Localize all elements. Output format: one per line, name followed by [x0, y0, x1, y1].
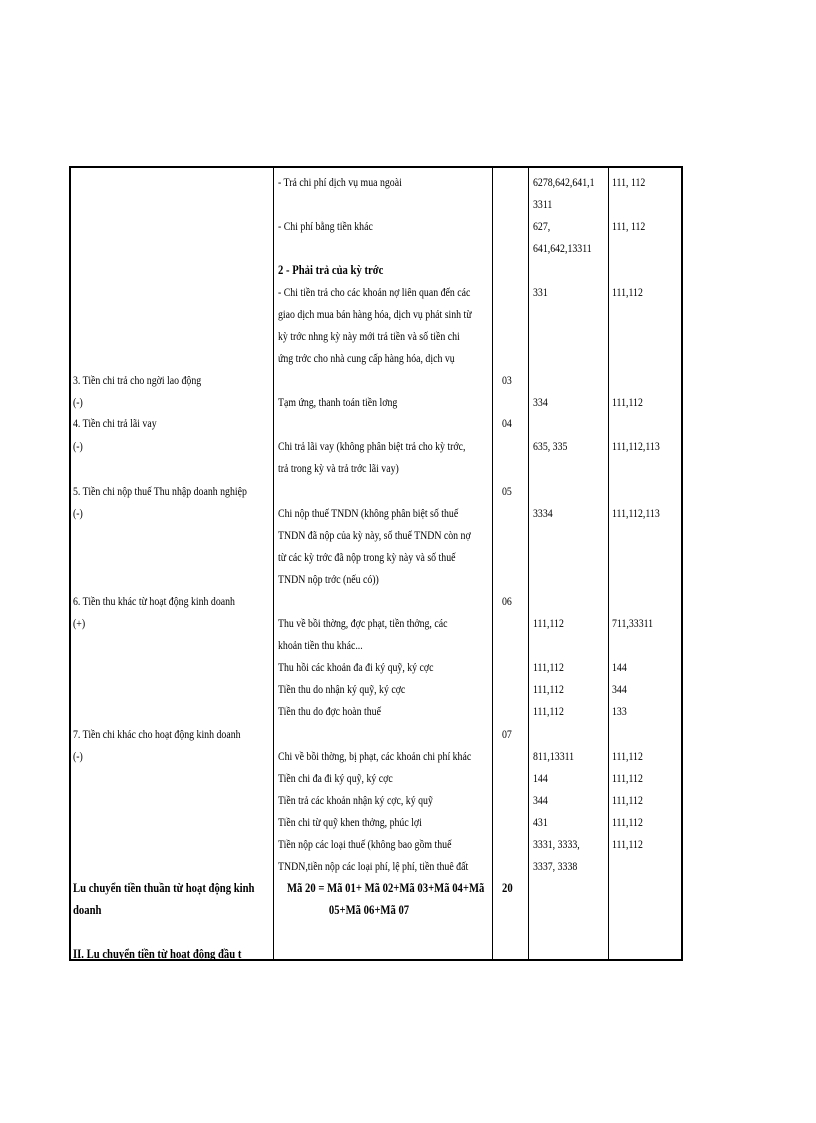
credit-account: 111, 112	[612, 219, 646, 233]
debit-account: 3334	[533, 506, 553, 520]
desc-tax-refund: Tiền thu do đợc hoàn thuế	[278, 704, 381, 718]
code-20-formula-1: Mã 20 = Mã 01+ Mã 02+Mã 03+Mã 04+Mã	[287, 880, 485, 895]
column-divider	[608, 168, 609, 959]
credit-account: 144	[612, 660, 627, 674]
debit-account: 3311	[533, 197, 553, 211]
desc-other-taxes-1: Tiền nộp các loại thuế (không bao gồm thuế	[278, 837, 452, 851]
credit-account: 344	[612, 682, 627, 696]
debit-account: 431	[533, 815, 548, 829]
debit-account: 3331, 3333,	[533, 837, 580, 851]
debit-account: 331	[533, 285, 548, 299]
debit-account: 627,	[533, 219, 551, 233]
credit-account: 111,112	[612, 815, 643, 829]
desc-cit-3: từ các kỳ trớc đã nộp trong kỳ này và số thuế	[278, 550, 456, 564]
desc-other-taxes-2: TNDN,tiền nộp các loại phí, lệ phí, tiền thuê đất	[278, 859, 469, 873]
credit-account: 111, 112	[612, 175, 646, 189]
code-06: 06	[502, 594, 512, 608]
credit-account: 111,112	[612, 749, 643, 763]
item-3-sign: (-)	[73, 395, 83, 409]
desc-deposit-recovery: Thu hồi các khoản đa đi ký quỹ, ký cợc	[278, 660, 434, 674]
credit-account: 111,112	[612, 793, 643, 807]
desc-other-cash-costs: - Chi phí bằng tiền khác	[278, 219, 373, 233]
item-7-sign: (-)	[73, 749, 83, 763]
credit-account: 111,112,113	[612, 506, 660, 520]
item-5-label: 5. Tiền chi nộp thuế Thu nhập doanh nghiệp	[73, 484, 247, 498]
item-4-label: 4. Tiền chi trả lãi vay	[73, 416, 157, 430]
desc-prior-payables-2: giao dịch mua bán hàng hóa, dịch vụ phát sinh từ	[278, 307, 472, 321]
desc-prior-payables-4: ứng trớc cho nhà cung cấp hàng hóa, dịch vụ	[278, 351, 455, 365]
net-cash-flow-label: Lu chuyển tiền thuần từ hoạt động kinh	[73, 880, 255, 895]
desc-cit-1: Chi nộp thuế TNDN (không phân biệt số thuế	[278, 506, 459, 520]
debit-account: 111,112	[533, 616, 564, 630]
credit-account: 111,112	[612, 395, 643, 409]
code-07: 07	[502, 727, 512, 741]
debit-account: 334	[533, 395, 548, 409]
desc-purchased-services: - Trả chi phí dịch vụ mua ngoài	[278, 175, 402, 189]
credit-account: 111,112	[612, 285, 643, 299]
desc-deposit-returned: Tiền trả các khoản nhận ký cợc, ký quỹ	[278, 793, 433, 807]
net-cash-flow-label-cont: doanh	[73, 902, 102, 917]
column-divider	[528, 168, 529, 959]
debit-account: 111,112	[533, 704, 564, 718]
debit-account: 111,112	[533, 660, 564, 674]
desc-interest-2: trả trong kỳ và trả trớc lãi vay)	[278, 461, 399, 475]
desc-compensation: Chi về bồi thờng, bị phạt, các khoản chi phí khác	[278, 749, 472, 763]
debit-account: 6278,642,641,1	[533, 175, 595, 189]
credit-account: 111,112,113	[612, 439, 660, 453]
desc-welfare-fund: Tiền chi từ quỹ khen thởng, phúc lợi	[278, 815, 422, 829]
debit-account: 144	[533, 771, 548, 785]
desc-prior-payables-1: - Chi tiền trả cho các khoản nợ liên quan đến các	[278, 285, 471, 299]
debit-account: 811,13311	[533, 749, 575, 763]
desc-cit-2: TNDN đã nộp của kỳ này, số thuế TNDN còn nợ	[278, 528, 471, 542]
debit-account: 641,642,13311	[533, 241, 592, 255]
desc-wages: Tạm ứng, thanh toán tiền lơng	[278, 395, 398, 409]
desc-cit-4: TNDN nộp trớc (nếu có))	[278, 572, 379, 586]
desc-other-receipts-1: Thu về bồi thờng, đợc phạt, tiền thởng, các	[278, 616, 448, 630]
column-divider	[273, 168, 274, 959]
desc-other-receipts-2: khoản tiền thu khác...	[278, 638, 363, 652]
subheading-prior-payables: 2 - Phải trả của kỳ trớc	[278, 262, 384, 277]
item-7-label: 7. Tiền chi khác cho hoạt động kinh doanh	[73, 727, 241, 741]
item-3-label: 3. Tiền chi trả cho ngời lao động	[73, 373, 202, 387]
debit-account: 344	[533, 793, 548, 807]
code-20: 20	[502, 880, 513, 895]
desc-prior-payables-3: kỳ trớc nhng kỳ này mới trả tiền và số tiền chi	[278, 329, 460, 343]
credit-account: 111,112	[612, 771, 643, 785]
code-05: 05	[502, 484, 512, 498]
credit-account: 711,33311	[612, 616, 654, 630]
section-ii-heading: II. Lu chuyển tiền từ hoạt động đầu t	[73, 946, 242, 961]
item-6-sign: (+)	[73, 616, 86, 630]
desc-interest-1: Chi trả lãi vay (không phân biệt trả cho kỳ trớc,	[278, 439, 466, 453]
credit-account: 133	[612, 704, 627, 718]
item-4-sign: (-)	[73, 439, 83, 453]
credit-account: 111,112	[612, 837, 643, 851]
desc-deposit-received: Tiền thu do nhận ký quỹ, ký cợc	[278, 682, 406, 696]
debit-account: 3337, 3338	[533, 859, 578, 873]
debit-account: 635, 335	[533, 439, 568, 453]
code-04: 04	[502, 416, 512, 430]
desc-deposit-paid: Tiền chi đa đi ký quỹ, ký cợc	[278, 771, 393, 785]
code-03: 03	[502, 373, 512, 387]
item-5-sign: (-)	[73, 506, 83, 520]
code-20-formula-2: 05+Mã 06+Mã 07	[328, 902, 410, 917]
debit-account: 111,112	[533, 682, 564, 696]
item-6-label: 6. Tiền thu khác từ hoạt động kinh doanh	[73, 594, 235, 608]
column-divider	[492, 168, 493, 959]
